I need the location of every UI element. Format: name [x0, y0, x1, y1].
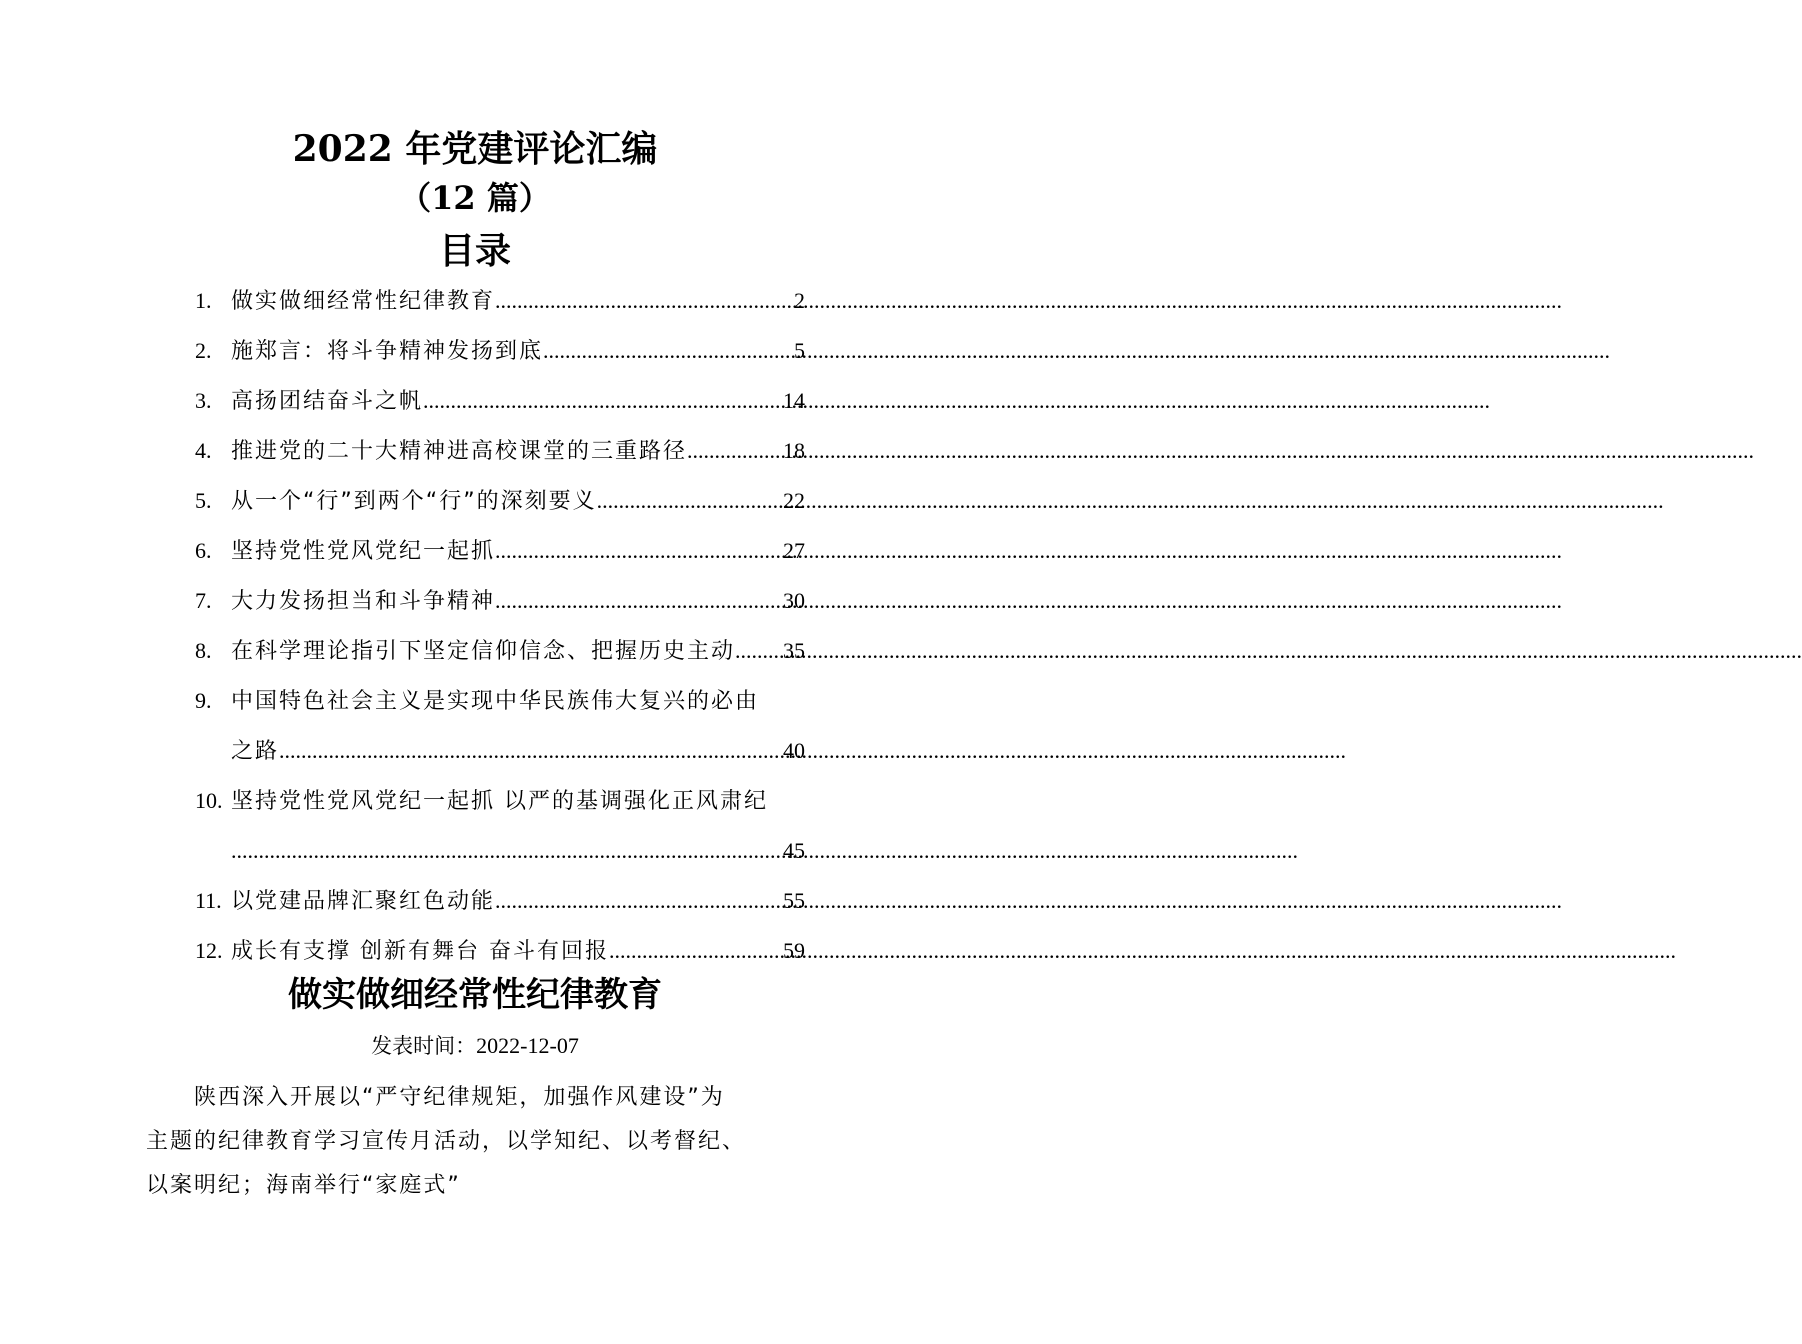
toc-entry[interactable] [195, 926, 805, 976]
toc-leader-dots [687, 426, 783, 476]
body-line: 以案明纪；海南举行“家庭式” [146, 1173, 461, 1198]
toc-entry-title: 中国特色社会主义是实现中华民族伟大复兴的必由 [231, 689, 760, 714]
toc-entry-title: 从一个“行”到两个“行”的深刻要义 [231, 489, 597, 514]
toc-entry-number: 11. [195, 888, 222, 913]
toc-entry-title: 高扬团结奋斗之帆 [231, 389, 424, 414]
toc-entry-title: 施郑言：将斗争精神发扬到底 [231, 339, 544, 364]
date-label: 发表时间： [371, 1034, 477, 1058]
toc-entry-title: 在科学理论指引下坚定信仰信念、把握历史主动 [231, 639, 736, 664]
toc-entry-page: 27 [783, 538, 805, 563]
toc-entry-title: 坚持党性党风党纪一起抓 [231, 539, 496, 564]
toc-entry-number: 8. [195, 638, 212, 663]
toc-leader-dots [423, 376, 783, 426]
toc-entry-page: 35 [783, 638, 805, 663]
document-article-count: （12 篇） [399, 179, 551, 217]
toc-heading: 目录 [438, 230, 511, 272]
toc-entry-page: 55 [783, 888, 805, 913]
toc-entry[interactable] [195, 676, 805, 726]
toc-entry-number: 3. [195, 388, 212, 413]
toc-entry-number: 10. [195, 788, 223, 813]
toc-entry-number: 1. [195, 288, 212, 313]
article-title: 做实做细经常性纪律教育 [288, 975, 662, 1015]
toc-entry-page: 14 [783, 388, 805, 413]
article-publish-date [0, 1026, 950, 1066]
toc-entry[interactable] [195, 476, 805, 526]
toc-leader-dots [495, 576, 783, 626]
toc-leader-dots [495, 876, 783, 926]
toc-entry-page: 22 [783, 488, 805, 513]
toc-entry-title: 成长有支撑 创新有舞台 奋斗有回报 [231, 939, 609, 964]
toc-entry-number: 12. [195, 938, 223, 963]
toc-entry[interactable] [195, 876, 805, 926]
date-value: 2022-12-07 [476, 1033, 579, 1058]
toc-entry-number: 9. [195, 688, 212, 713]
article-body [146, 1076, 806, 1208]
toc-entry-number: 7. [195, 588, 212, 613]
toc-leader-dots [495, 276, 794, 326]
toc-leader-dots [279, 726, 783, 776]
toc-entry-number: 2. [195, 338, 212, 363]
document-title: 2022 年党建评论汇编 [292, 128, 658, 170]
toc-entry-continuation[interactable] [195, 826, 805, 876]
toc-leader-dots [735, 626, 783, 676]
toc-leader-dots [495, 526, 783, 576]
toc-entry-title: 以党建品牌汇聚红色动能 [231, 889, 496, 914]
toc-entry-page: 30 [783, 588, 805, 613]
toc-leader-dots [609, 926, 783, 976]
toc-entry-number: 6. [195, 538, 212, 563]
toc-leader-dots [543, 326, 794, 376]
toc-entry[interactable] [195, 276, 805, 326]
toc-entry[interactable] [195, 526, 805, 576]
toc-entry-page: 5 [794, 338, 805, 363]
toc-entry-page: 18 [783, 438, 805, 463]
toc-entry-title-continued: 之路 [231, 739, 280, 764]
toc-entry[interactable] [195, 376, 805, 426]
toc-entry-page: 40 [783, 738, 805, 763]
body-line: 陕西深入开展以“严守纪律规矩，加强作风建设”为 [146, 1085, 725, 1110]
toc-entry[interactable] [195, 626, 805, 676]
toc-entry[interactable] [195, 426, 805, 476]
toc-entry-page: 45 [783, 838, 805, 863]
toc-entry-number: 4. [195, 438, 212, 463]
toc-entry-number: 5. [195, 488, 212, 513]
table-of-contents [195, 276, 805, 976]
toc-entry[interactable] [195, 576, 805, 626]
toc-entry[interactable] [195, 776, 805, 826]
toc-leader-dots [231, 826, 783, 876]
toc-entry-page: 59 [783, 938, 805, 963]
toc-entry[interactable] [195, 326, 805, 376]
toc-leader-dots [597, 476, 783, 526]
toc-entry-continuation[interactable] [195, 726, 805, 776]
toc-entry-title: 做实做细经常性纪律教育 [231, 289, 496, 314]
toc-entry-title: 大力发扬担当和斗争精神 [231, 589, 496, 614]
toc-entry-page: 2 [794, 288, 805, 313]
toc-entry-title: 坚持党性党风党纪一起抓 以严的基调强化正风肃纪 [231, 789, 768, 814]
body-line: 主题的纪律教育学习宣传月活动，以学知纪、以考督纪、 [146, 1129, 747, 1154]
toc-entry-title: 推进党的二十大精神进高校课堂的三重路径 [231, 439, 688, 464]
